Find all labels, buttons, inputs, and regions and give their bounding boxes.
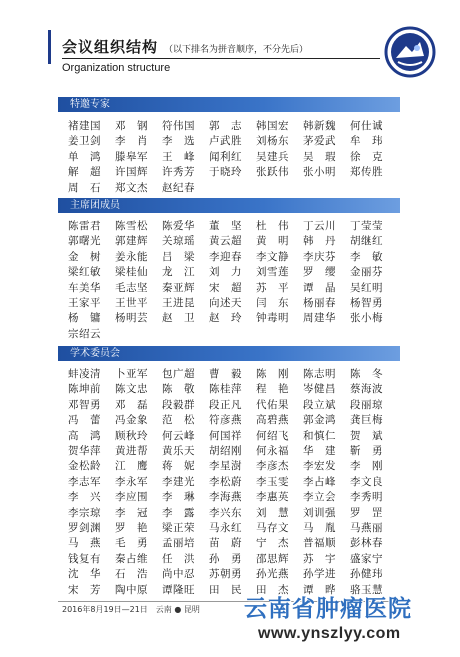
member-name: 蒋 妮: [162, 460, 195, 473]
member-name: 普福顺: [303, 537, 336, 550]
member-name: 何仕诚: [350, 120, 383, 132]
member-name: 石 浩: [115, 568, 148, 581]
member-name: 刘 慧: [256, 506, 289, 519]
member-name: 徐 克: [350, 150, 383, 163]
member-name: 韩新魏: [303, 120, 336, 132]
member-name: 尚中忍: [162, 568, 195, 581]
member-name: 段正凡: [209, 398, 242, 411]
member-name: 苗 蔚: [209, 537, 242, 550]
member-name: 李庆芬: [303, 250, 336, 263]
member-name: 杨 镛: [68, 312, 101, 325]
member-name: 张小明: [303, 166, 336, 179]
page-title: 会议组织结构: [62, 38, 159, 56]
member-name: 郭曙光: [68, 235, 101, 248]
member-name: 谭 晶: [303, 281, 336, 294]
member-name: 何绍飞: [256, 429, 289, 442]
member-name: 茅爱武: [303, 135, 336, 148]
member-name: 牟 玮: [350, 135, 383, 148]
member-name: 李应围: [115, 491, 148, 504]
member-name: 苏朝勇: [209, 568, 242, 581]
member-name: 钟毒明: [256, 312, 289, 325]
member-name: 沈 华: [68, 568, 101, 581]
member-name: 李 选: [162, 135, 195, 148]
member-name: 岑健昌: [303, 383, 336, 396]
member-name: 李松蔚: [209, 475, 242, 488]
member-name: 金松龄: [68, 460, 101, 473]
member-name: 李海燕: [209, 491, 242, 504]
member-name: 李 兴: [68, 491, 101, 504]
member-name: 李兴东: [209, 506, 242, 519]
member-name: 符彦燕: [209, 414, 242, 427]
member-name: 苏 平: [256, 281, 289, 294]
section-academic-committee: 学术委员会: [58, 346, 400, 361]
member-name: 孙 勇: [209, 552, 242, 565]
member-name: 金 树: [68, 250, 101, 263]
member-name: 马燕丽: [350, 522, 383, 535]
member-name: 李志军: [68, 475, 101, 488]
member-name: 郭 志: [209, 120, 242, 132]
page-header: [0, 0, 460, 92]
member-name: 宗绍云: [68, 327, 101, 340]
member-name: 毛志坚: [115, 281, 148, 294]
member-name: 闻利红: [209, 150, 242, 163]
member-name: 毛 勇: [115, 537, 148, 550]
member-name: 王进昆: [162, 297, 195, 310]
member-name: 谭 晔: [303, 583, 336, 596]
member-name: 孙光燕: [256, 568, 289, 581]
member-name: 李彦杰: [256, 460, 289, 473]
member-name: 秦占维: [115, 552, 148, 565]
academic-committee-list: [68, 367, 397, 598]
member-name: 孟丽培: [162, 537, 195, 550]
member-name: 于晓玲: [209, 166, 242, 179]
member-name: 陶中原: [115, 583, 148, 596]
member-name: 段丽琼: [350, 398, 383, 411]
member-name: 李永军: [115, 475, 148, 488]
member-name: 向述天: [209, 297, 242, 310]
member-name: 华 建: [303, 445, 336, 458]
member-name: 谭隆旺: [162, 583, 195, 596]
member-name: 卢武胜: [209, 135, 242, 148]
member-name: 冯金象: [115, 414, 148, 427]
member-name: 梁红敏: [68, 266, 101, 279]
member-name: 杨丽春: [303, 297, 336, 310]
member-name: 梁正荣: [162, 522, 195, 535]
invited-experts-list: [68, 119, 397, 196]
member-name: 蔡海波: [350, 383, 383, 396]
member-name: 黄 明: [256, 235, 289, 248]
member-name: 曹 毅: [209, 368, 242, 380]
member-name: 梁桂仙: [115, 266, 148, 279]
member-name: 李 冠: [115, 506, 148, 519]
member-name: 吴 瑕: [303, 150, 336, 163]
member-name: 靳 勇: [350, 445, 383, 458]
member-name: 马 燕: [68, 537, 101, 550]
member-name: 何云峰: [162, 429, 195, 442]
member-name: 龙 江: [162, 266, 195, 279]
member-name: 杨明芸: [115, 312, 148, 325]
member-name: 姜永能: [115, 250, 148, 263]
member-name: 解 超: [68, 166, 101, 179]
member-name: 邓 钢: [115, 120, 148, 132]
member-name: 杜 伟: [256, 220, 289, 232]
member-name: 高碧燕: [256, 414, 289, 427]
member-name: 滕皋军: [115, 150, 148, 163]
presidium-list: [68, 219, 397, 342]
title-accent-bar: [48, 30, 51, 64]
member-name: 龚巨梅: [350, 414, 383, 427]
member-name: 马永红: [209, 522, 242, 535]
member-name: 李建光: [162, 475, 195, 488]
member-name: 董 坚: [209, 220, 242, 232]
member-name: 韩 丹: [303, 235, 336, 248]
member-name: 李玉雯: [256, 475, 289, 488]
member-name: 邓智勇: [68, 398, 101, 411]
member-name: 李 琳: [162, 491, 195, 504]
member-name: 黄乐天: [162, 445, 195, 458]
member-name: 罗剑渊: [68, 522, 101, 535]
member-name: 包广超: [162, 368, 195, 380]
member-name: 盛家宁: [350, 552, 383, 565]
member-name: 秦亚辉: [162, 281, 195, 294]
member-name: 钱复有: [68, 552, 101, 565]
member-name: 宋 超: [209, 281, 242, 294]
member-name: 赵 玲: [209, 312, 242, 325]
member-name: 张小梅: [350, 312, 383, 325]
member-name: 宋 芳: [68, 583, 101, 596]
member-name: 段毅群: [162, 398, 195, 411]
member-name: 罗 艳: [115, 522, 148, 535]
member-name: 骆玉慧: [350, 583, 383, 596]
member-name: 代佑果: [256, 398, 289, 411]
member-name: 周建华: [303, 312, 336, 325]
member-name: 李占峰: [303, 475, 336, 488]
member-name: 郑传胜: [350, 166, 383, 179]
member-name: 段立斌: [303, 398, 336, 411]
member-name: 马 胤: [303, 522, 336, 535]
member-name: 蚌凌清: [68, 368, 101, 380]
member-name: 贺华萍: [68, 445, 101, 458]
member-name: 范 松: [162, 414, 195, 427]
member-name: 李文静: [256, 250, 289, 263]
member-name: 李宗琼: [68, 506, 101, 519]
member-name: 陈雪松: [115, 220, 148, 232]
title-row: [62, 36, 308, 57]
member-name: 卜亚军: [115, 368, 148, 380]
member-name: 赵纪春: [162, 181, 195, 194]
member-name: 郑文杰: [115, 181, 148, 194]
member-name: 李秀明: [350, 491, 383, 504]
member-name: 刘雪莲: [256, 266, 289, 279]
member-name: 陈 敬: [162, 383, 195, 396]
member-name: 罗 缨: [303, 266, 336, 279]
member-name: 姜卫剑: [68, 135, 101, 148]
member-name: 陈爱华: [162, 220, 195, 232]
member-name: 马存文: [256, 522, 289, 535]
member-name: 刘 力: [209, 266, 242, 279]
member-name: 贺 斌: [350, 429, 383, 442]
member-name: 郭建辉: [115, 235, 148, 248]
member-name: 李文良: [350, 475, 383, 488]
member-name: 金丽芬: [350, 266, 383, 279]
member-name: 彭林春: [350, 537, 383, 550]
member-name: 陈 冬: [350, 368, 383, 380]
member-name: 邓 磊: [115, 398, 148, 411]
member-name: 李星澍: [209, 460, 242, 473]
member-name: 王 峰: [162, 150, 195, 163]
member-name: 单 鸿: [68, 150, 101, 163]
member-name: 陈 刚: [256, 368, 289, 380]
member-name: 邵思辉: [256, 552, 289, 565]
member-name: 褚建国: [68, 120, 101, 132]
member-name: 何永福: [256, 445, 289, 458]
member-name: 罗 罡: [350, 506, 383, 519]
member-name: 程 艳: [256, 383, 289, 396]
member-name: 孙健玮: [350, 568, 383, 581]
member-name: 宁 杰: [256, 537, 289, 550]
member-name: 李迎春: [209, 250, 242, 263]
watermark-hospital-name: 云南省肿瘤医院: [244, 596, 412, 622]
member-name: 李 肖: [115, 135, 148, 148]
member-name: 李 敏: [350, 250, 383, 263]
member-name: 刘杨东: [256, 135, 289, 148]
section-invited-experts: 特邀专家: [58, 97, 400, 112]
member-name: 杨智勇: [350, 297, 383, 310]
member-name: 黄云超: [209, 235, 242, 248]
member-name: 闫 东: [256, 297, 289, 310]
page-subtitle-en: Organization structure: [62, 62, 171, 74]
member-name: 胡继红: [350, 235, 383, 248]
member-name: 江 鹰: [115, 460, 148, 473]
member-name: 周 石: [68, 181, 101, 194]
member-name: 吴红明: [350, 281, 383, 294]
member-name: 田 民: [209, 583, 242, 596]
member-name: 田 杰: [256, 583, 289, 596]
member-name: 吴建兵: [256, 150, 289, 163]
member-name: 王世平: [115, 297, 148, 310]
member-name: 黄进帮: [115, 445, 148, 458]
member-name: 何国祥: [209, 429, 242, 442]
member-name: 李 露: [162, 506, 195, 519]
member-name: 冯 蕾: [68, 414, 101, 427]
member-name: 胡绍刚: [209, 445, 242, 458]
member-name: 陈坤前: [68, 383, 101, 396]
member-name: 刘训强: [303, 506, 336, 519]
member-name: 符伟国: [162, 120, 195, 132]
watermark-url: www.ynszlyy.com: [258, 625, 401, 642]
member-name: 陈志明: [303, 368, 336, 380]
member-name: 吕 梁: [162, 250, 195, 263]
member-name: 丁云川: [303, 220, 336, 232]
member-name: 丁莹莹: [350, 220, 383, 232]
member-name: 许国辉: [115, 166, 148, 179]
member-name: 郭金鸿: [303, 414, 336, 427]
section-presidium: 主席团成员: [58, 198, 400, 213]
member-name: 陈桂萍: [209, 383, 242, 396]
member-name: 高 鸿: [68, 429, 101, 442]
member-name: 苏 宇: [303, 552, 336, 565]
member-name: 车美华: [68, 281, 101, 294]
member-name: 关琼瑶: [162, 235, 195, 248]
conference-logo-icon: [384, 26, 436, 78]
member-name: 孙学进: [303, 568, 336, 581]
member-name: 李惠英: [256, 491, 289, 504]
member-name: 李宏发: [303, 460, 336, 473]
title-note: （以下排名为拼音顺序，不分先后）: [164, 45, 309, 55]
member-name: 李立会: [303, 491, 336, 504]
member-name: 和慎仁: [303, 429, 336, 442]
member-name: 陈文忠: [115, 383, 148, 396]
member-name: 许秀芳: [162, 166, 195, 179]
member-name: 王家平: [68, 297, 101, 310]
footer-date-place: 2016年8月19日—21日 云南 ● 昆明: [62, 605, 200, 614]
member-name: 韩国宏: [256, 120, 289, 132]
member-name: 顾秋玲: [115, 429, 148, 442]
member-name: 任 洪: [162, 552, 195, 565]
member-name: 赵 卫: [162, 312, 195, 325]
member-name: 李 刚: [350, 460, 383, 473]
member-name: 张跃伟: [256, 166, 289, 179]
title-divider: [62, 58, 380, 59]
member-name: 陈雷君: [68, 220, 101, 232]
